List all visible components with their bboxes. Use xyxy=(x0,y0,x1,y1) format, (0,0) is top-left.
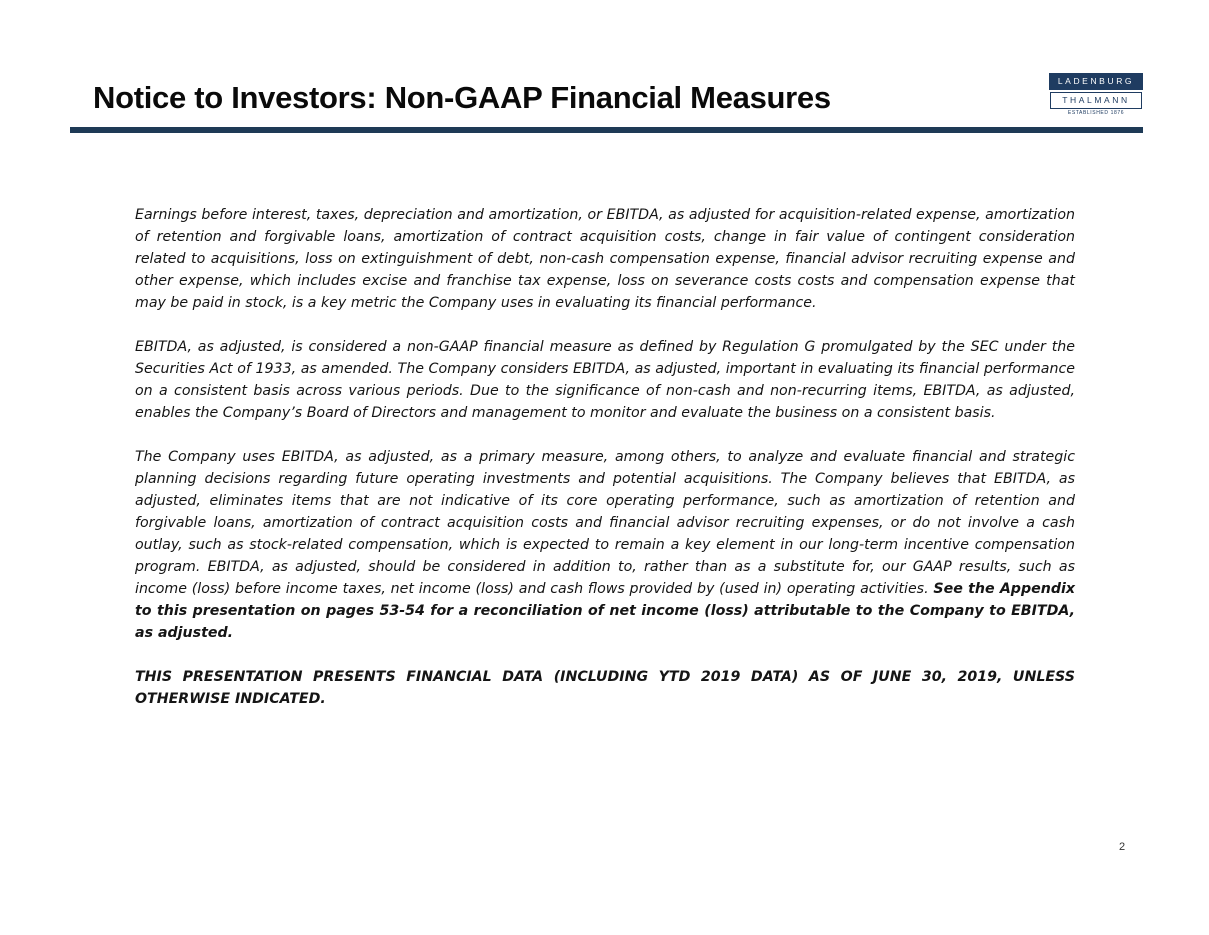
page-title: Notice to Investors: Non-GAAP Financial Measures xyxy=(93,80,831,115)
logo-wordmark-top: LADENBURG xyxy=(1049,73,1143,90)
paragraph-ebitda-definition: Earnings before interest, taxes, depreciation and amortization, or EBITDA, as adjusted for acquisition-related expense, amortization of retention and forgivable loans, amortization of contract acquisition costs, change in fair value of contingent consideration related to acquisitions, loss on extinguishment of debt, non-cash compensation expense, financial advisor recruiting expense and other expense, which includes excise and franchise tax expense, loss on severance costs costs and compensation expense that may be paid in stock, is a key metric the Company uses in evaluating its financial performance. xyxy=(135,207,1075,311)
appendix-reference: See the Appendix to this presentation on pages 53-54 for a reconciliation of net income (loss) attributable to the Company to EBITDA, as adjusted. xyxy=(135,581,1076,641)
paragraph-usage-text: The Company uses EBITDA, as adjusted, as a primary measure, among others, to analyze and evaluate financial and strategic planning decisions regarding future operating investments and potential acquisitions. The Company believes that EBITDA, as adjusted, eliminates items that are not indicative of its core operating performance, such as amortization of retention and forgivable loans, amortization of contract acquisition costs and financial advisor recruiting expenses, or do not involve a cash outlay, such as stock-related compensation, which is expected to remain a key element in our long-term incentive compensation program. EBITDA, as adjusted, should be considered in addition to, rather than as a substitute for, our GAAP results, such as income (loss) before income taxes, net income (loss) and cash flows provided by (used in) operating activities. xyxy=(135,449,1075,597)
company-logo xyxy=(1049,73,1143,121)
page-number: 2 xyxy=(1118,841,1126,853)
paragraph-usage xyxy=(135,446,1075,644)
disclaimer: THIS PRESENTATION PRESENTS FINANCIAL DATA (INCLUDING YTD 2019 DATA) AS OF JUNE 30, 2019, UNLESS OTHERWISE INDICATED. xyxy=(135,669,1075,707)
title-divider xyxy=(70,127,1143,133)
paragraph-non-gaap: EBITDA, as adjusted, is considered a non-GAAP financial measure as defined by Regulation G promulgated by the SEC under the Securities Act of 1933, as amended. The Company considers EBITDA, as adjusted, important in evaluating its financial performance on a consistent basis across various periods. Due to the significance of non-cash and non-recurring items, EBITDA, as adjusted, enables the Company’s Board of Directors and management to monitor and evaluate the business on a consistent basis. xyxy=(135,339,1075,421)
logo-established: ESTABLISHED 1876 xyxy=(1067,110,1125,116)
logo-wordmark-bottom: THALMANN xyxy=(1050,92,1142,109)
notice-body xyxy=(135,204,1075,732)
